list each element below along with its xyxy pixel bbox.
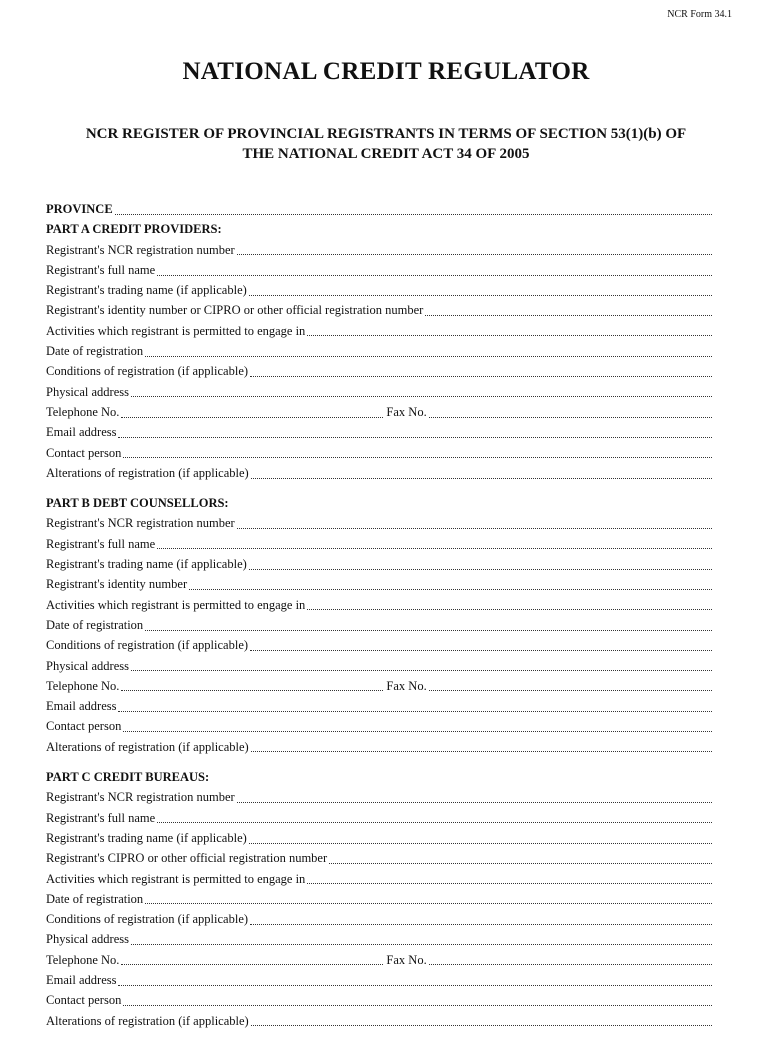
field-label: Registrant's identity number or CIPRO or other official registration number xyxy=(46,303,424,318)
form-field-row[interactable] xyxy=(46,280,712,300)
province-label: PROVINCE xyxy=(46,202,113,216)
form-field-row[interactable] xyxy=(46,848,712,868)
form-field-row[interactable] xyxy=(46,574,712,594)
field-entry-line[interactable] xyxy=(123,443,712,458)
field-entry-line[interactable] xyxy=(249,829,712,844)
field-entry-line[interactable] xyxy=(121,950,383,965)
field-label: Alterations of registration (if applicable) xyxy=(46,739,249,754)
field-label: Registrant's NCR registration number xyxy=(46,790,235,805)
field-entry-line[interactable] xyxy=(307,595,712,610)
form-field-row[interactable] xyxy=(46,382,712,402)
field-label: Alterations of registration (if applicable) xyxy=(46,1013,249,1028)
field-entry-line[interactable] xyxy=(121,403,383,418)
form-part-c xyxy=(46,767,712,1031)
field-label: Date of registration xyxy=(46,344,144,359)
form-field-row[interactable] xyxy=(46,1011,712,1031)
form-field-row[interactable] xyxy=(46,737,712,757)
field-label: Email address xyxy=(46,972,117,987)
fax-label: Fax No. xyxy=(386,404,427,419)
field-entry-line[interactable] xyxy=(237,240,712,255)
field-label: Registrant's NCR registration number xyxy=(46,242,235,257)
field-entry-line[interactable] xyxy=(121,676,383,691)
form-part-a xyxy=(46,219,712,483)
field-entry-line[interactable] xyxy=(237,788,712,803)
field-label: Telephone No. xyxy=(46,678,120,693)
form-field-row[interactable] xyxy=(46,869,712,889)
field-label: Telephone No. xyxy=(46,952,120,967)
form-field-row[interactable] xyxy=(46,950,712,970)
field-entry-line[interactable] xyxy=(145,889,712,904)
form-field-row[interactable] xyxy=(46,828,712,848)
field-entry-line[interactable] xyxy=(131,382,712,397)
form-field-row[interactable] xyxy=(46,341,712,361)
form-part-b xyxy=(46,493,712,757)
field-entry-line[interactable] xyxy=(118,971,712,986)
form-number: NCR Form 34.1 xyxy=(667,9,732,20)
form-field-row[interactable] xyxy=(46,443,712,463)
field-entry-line[interactable] xyxy=(250,362,712,377)
province-field[interactable] xyxy=(46,199,712,219)
field-label: Registrant's NCR registration number xyxy=(46,516,235,531)
form-field-row[interactable] xyxy=(46,463,712,483)
field-label: Date of registration xyxy=(46,891,144,906)
form-field-row[interactable] xyxy=(46,513,712,533)
part-heading: PART C CREDIT BUREAUS: xyxy=(46,770,210,785)
field-label: Conditions of registration (if applicable) xyxy=(46,912,249,927)
form-field-row[interactable] xyxy=(46,361,712,381)
subtitle-line: NCR REGISTER OF PROVINCIAL REGISTRANTS IN TERMS OF SECTION 53(1)(b) OF xyxy=(85,126,687,142)
field-label: Email address xyxy=(46,425,117,440)
form-field-row[interactable] xyxy=(46,402,712,422)
field-label: Activities which registrant is permitted to engage in xyxy=(46,323,306,338)
form-field-row[interactable] xyxy=(46,554,712,574)
form-subtitle xyxy=(40,124,732,164)
field-entry-line[interactable] xyxy=(189,575,712,590)
field-entry-line[interactable] xyxy=(307,321,712,336)
field-entry-line[interactable] xyxy=(131,930,712,945)
subtitle-line: THE NATIONAL CREDIT ACT 34 OF 2005 xyxy=(242,146,530,162)
field-entry-line[interactable] xyxy=(123,717,712,732)
field-entry-line[interactable] xyxy=(251,464,712,479)
form-field-row[interactable] xyxy=(46,656,712,676)
province-entry-line[interactable] xyxy=(115,200,712,215)
field-entry-line[interactable] xyxy=(118,697,712,712)
field-label: Email address xyxy=(46,699,117,714)
field-label: Registrant's CIPRO or other official registration number xyxy=(46,851,328,866)
field-entry-line[interactable] xyxy=(118,423,712,438)
field-entry-line[interactable] xyxy=(425,301,712,316)
section-spacer xyxy=(46,757,712,767)
field-label: Registrant's full name xyxy=(46,810,156,825)
field-entry-line[interactable] xyxy=(145,616,712,631)
field-entry-line[interactable] xyxy=(131,656,712,671)
field-label: Physical address xyxy=(46,932,129,947)
form-field-row[interactable] xyxy=(46,676,712,696)
field-label: Registrant's trading name (if applicable) xyxy=(46,830,247,845)
form-field-row[interactable] xyxy=(46,990,712,1010)
field-entry-line[interactable] xyxy=(251,737,712,752)
form-field-row[interactable] xyxy=(46,696,712,716)
form-field-row[interactable] xyxy=(46,300,712,320)
field-label: Contact person xyxy=(46,445,122,460)
form-field-row[interactable] xyxy=(46,240,712,260)
field-entry-line[interactable] xyxy=(249,281,712,296)
part-heading: PART B DEBT COUNSELLORS: xyxy=(46,496,229,511)
form-field-row[interactable] xyxy=(46,716,712,736)
form-field-row[interactable] xyxy=(46,970,712,990)
field-label: Date of registration xyxy=(46,617,144,632)
fax-entry-line[interactable] xyxy=(429,676,712,691)
field-label: Registrant's full name xyxy=(46,262,156,277)
form-field-row[interactable] xyxy=(46,635,712,655)
field-label: Registrant's trading name (if applicable) xyxy=(46,283,247,298)
field-label: Conditions of registration (if applicable) xyxy=(46,638,249,653)
field-entry-line[interactable] xyxy=(307,869,712,884)
form-field-row[interactable] xyxy=(46,260,712,280)
field-entry-line[interactable] xyxy=(157,808,712,823)
field-label: Registrant's trading name (if applicable) xyxy=(46,557,247,572)
field-entry-line[interactable] xyxy=(250,910,712,925)
part-heading: PART A CREDIT PROVIDERS: xyxy=(46,222,222,237)
field-entry-line[interactable] xyxy=(237,514,712,529)
fax-entry-line[interactable] xyxy=(429,403,712,418)
field-label: Contact person xyxy=(46,993,122,1008)
field-entry-line[interactable] xyxy=(329,849,712,864)
field-entry-line[interactable] xyxy=(157,261,712,276)
field-entry-line[interactable] xyxy=(145,342,712,357)
field-entry-line[interactable] xyxy=(249,555,712,570)
field-label: Activities which registrant is permitted to engage in xyxy=(46,597,306,612)
field-label: Contact person xyxy=(46,719,122,734)
fax-entry-line[interactable] xyxy=(429,950,712,965)
form-field-row[interactable] xyxy=(46,321,712,341)
form-field-row[interactable] xyxy=(46,929,712,949)
field-entry-line[interactable] xyxy=(123,991,712,1006)
field-label: Alterations of registration (if applicable) xyxy=(46,465,249,480)
field-label: Registrant's full name xyxy=(46,536,156,551)
field-label: Activities which registrant is permitted to engage in xyxy=(46,871,306,886)
form-field-row[interactable] xyxy=(46,422,712,442)
field-entry-line[interactable] xyxy=(157,534,712,549)
form-field-row[interactable] xyxy=(46,615,712,635)
form-field-row[interactable] xyxy=(46,808,712,828)
field-entry-line[interactable] xyxy=(250,636,712,651)
section-spacer xyxy=(46,483,712,493)
fax-label: Fax No. xyxy=(386,952,427,967)
field-label: Conditions of registration (if applicable) xyxy=(46,364,249,379)
field-label: Telephone No. xyxy=(46,404,120,419)
field-label: Physical address xyxy=(46,658,129,673)
field-label: Physical address xyxy=(46,384,129,399)
form-field-row[interactable] xyxy=(46,889,712,909)
page-title: NATIONAL CREDIT REGULATOR xyxy=(182,58,590,85)
register-form xyxy=(46,199,712,1031)
field-label: Registrant's identity number xyxy=(46,577,188,592)
parts-container xyxy=(46,219,712,1031)
form-field-row[interactable] xyxy=(46,787,712,807)
form-field-row[interactable] xyxy=(46,909,712,929)
fax-label: Fax No. xyxy=(386,678,427,693)
field-entry-line[interactable] xyxy=(251,1011,712,1026)
form-field-row[interactable] xyxy=(46,534,712,554)
form-field-row[interactable] xyxy=(46,595,712,615)
